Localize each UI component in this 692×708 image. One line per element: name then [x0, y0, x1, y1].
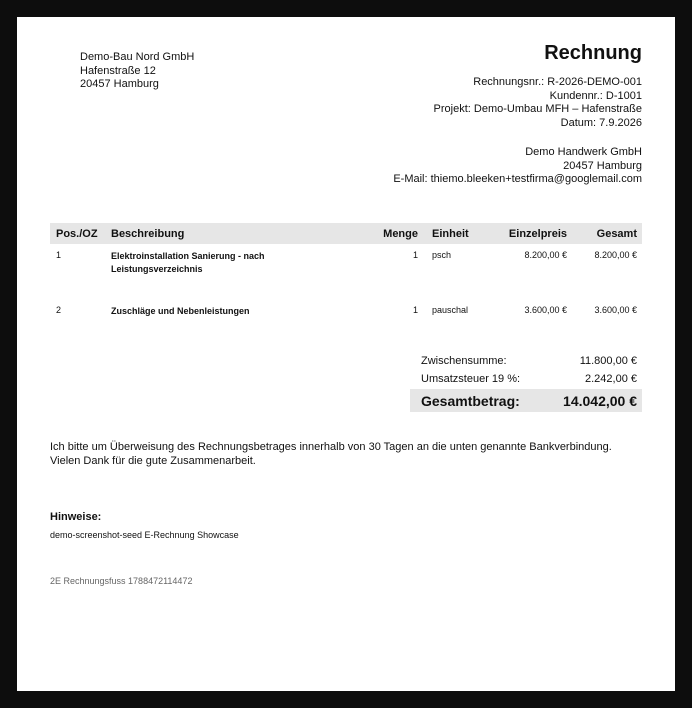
cell-unit: psch	[432, 250, 452, 260]
cell-qty: 1	[412, 250, 418, 260]
payment-text	[50, 441, 612, 468]
invoice-footer: 2E Rechnungsfuss 1788472114472	[50, 576, 193, 586]
subtotal-value: 11.800,00 €	[579, 355, 637, 367]
line-items-table	[50, 223, 642, 319]
cell-total: 3.600,00 €	[594, 305, 637, 315]
tax-label: Umsatzsteuer 19 %:	[421, 373, 521, 385]
recipient-city: 20457 Hamburg	[563, 159, 642, 172]
sender-name: Demo-Bau Nord GmbH	[80, 51, 195, 63]
notes-text: demo-screenshot-seed E-Rechnung Showcase	[50, 530, 239, 540]
header-desc: Beschreibung	[111, 228, 185, 240]
table-row	[50, 299, 642, 319]
cell-price: 8.200,00 €	[524, 250, 567, 260]
table-header	[50, 223, 642, 244]
project-name: Projekt: Demo-Umbau MFH – Hafenstraße	[433, 103, 642, 115]
recipient-email: E-Mail: thiemo.bleeken+testfirma@googlemail.com	[393, 173, 642, 185]
subtotal-label: Zwischensumme:	[421, 355, 507, 367]
grand-total-value: 14.042,00 €	[563, 393, 637, 409]
header-price: Einzelpreis	[508, 228, 567, 240]
cell-desc: Zuschläge und Nebenleistungen	[111, 306, 250, 316]
cell-qty: 1	[412, 305, 418, 315]
payment-line-2: Vielen Dank für die gute Zusammenarbeit.	[50, 454, 256, 467]
payment-line-1: Ich bitte um Überweisung des Rechnungsbetrages innerhalb von 30 Tagen an die unten genannte Bankverbindung.	[50, 441, 612, 453]
notes-heading: Hinweise:	[50, 511, 102, 523]
sender-city: 20457 Hamburg	[80, 78, 159, 90]
cell-pos: 2	[56, 305, 62, 315]
totals-block	[410, 350, 642, 412]
recipient-name: Demo Handwerk GmbH	[525, 146, 642, 158]
sender-street: Hafenstraße 12	[80, 64, 156, 77]
header-qty: Menge	[383, 228, 418, 240]
invoice-date: Datum: 7.9.2026	[560, 116, 642, 129]
cell-total: 8.200,00 €	[594, 250, 637, 260]
subtotal-row	[410, 350, 642, 368]
header-unit: Einheit	[432, 228, 469, 240]
cell-pos: 1	[56, 250, 62, 260]
tax-value: 2.242,00 €	[585, 373, 637, 385]
cell-unit: pauschal	[432, 305, 469, 315]
grand-total-row	[410, 389, 642, 412]
header-total: Gesamt	[596, 228, 637, 240]
header-pos: Pos./OZ	[56, 228, 98, 240]
cell-price: 3.600,00 €	[524, 305, 567, 315]
invoice-page	[17, 17, 675, 691]
sender-address	[80, 51, 194, 92]
invoice-meta	[434, 76, 642, 130]
customer-number: Kundennr.: D-1001	[549, 89, 642, 102]
cell-desc: Elektroinstallation Sanierung - nach Leistungsverzeichnis	[111, 251, 265, 274]
invoice-title: Rechnung	[544, 42, 642, 64]
table-row	[50, 244, 642, 299]
recipient-address	[393, 146, 642, 187]
invoice-number: Rechnungsnr.: R-2026-DEMO-001	[473, 76, 642, 88]
grand-total-label: Gesamtbetrag:	[421, 393, 520, 409]
tax-row	[410, 368, 642, 386]
